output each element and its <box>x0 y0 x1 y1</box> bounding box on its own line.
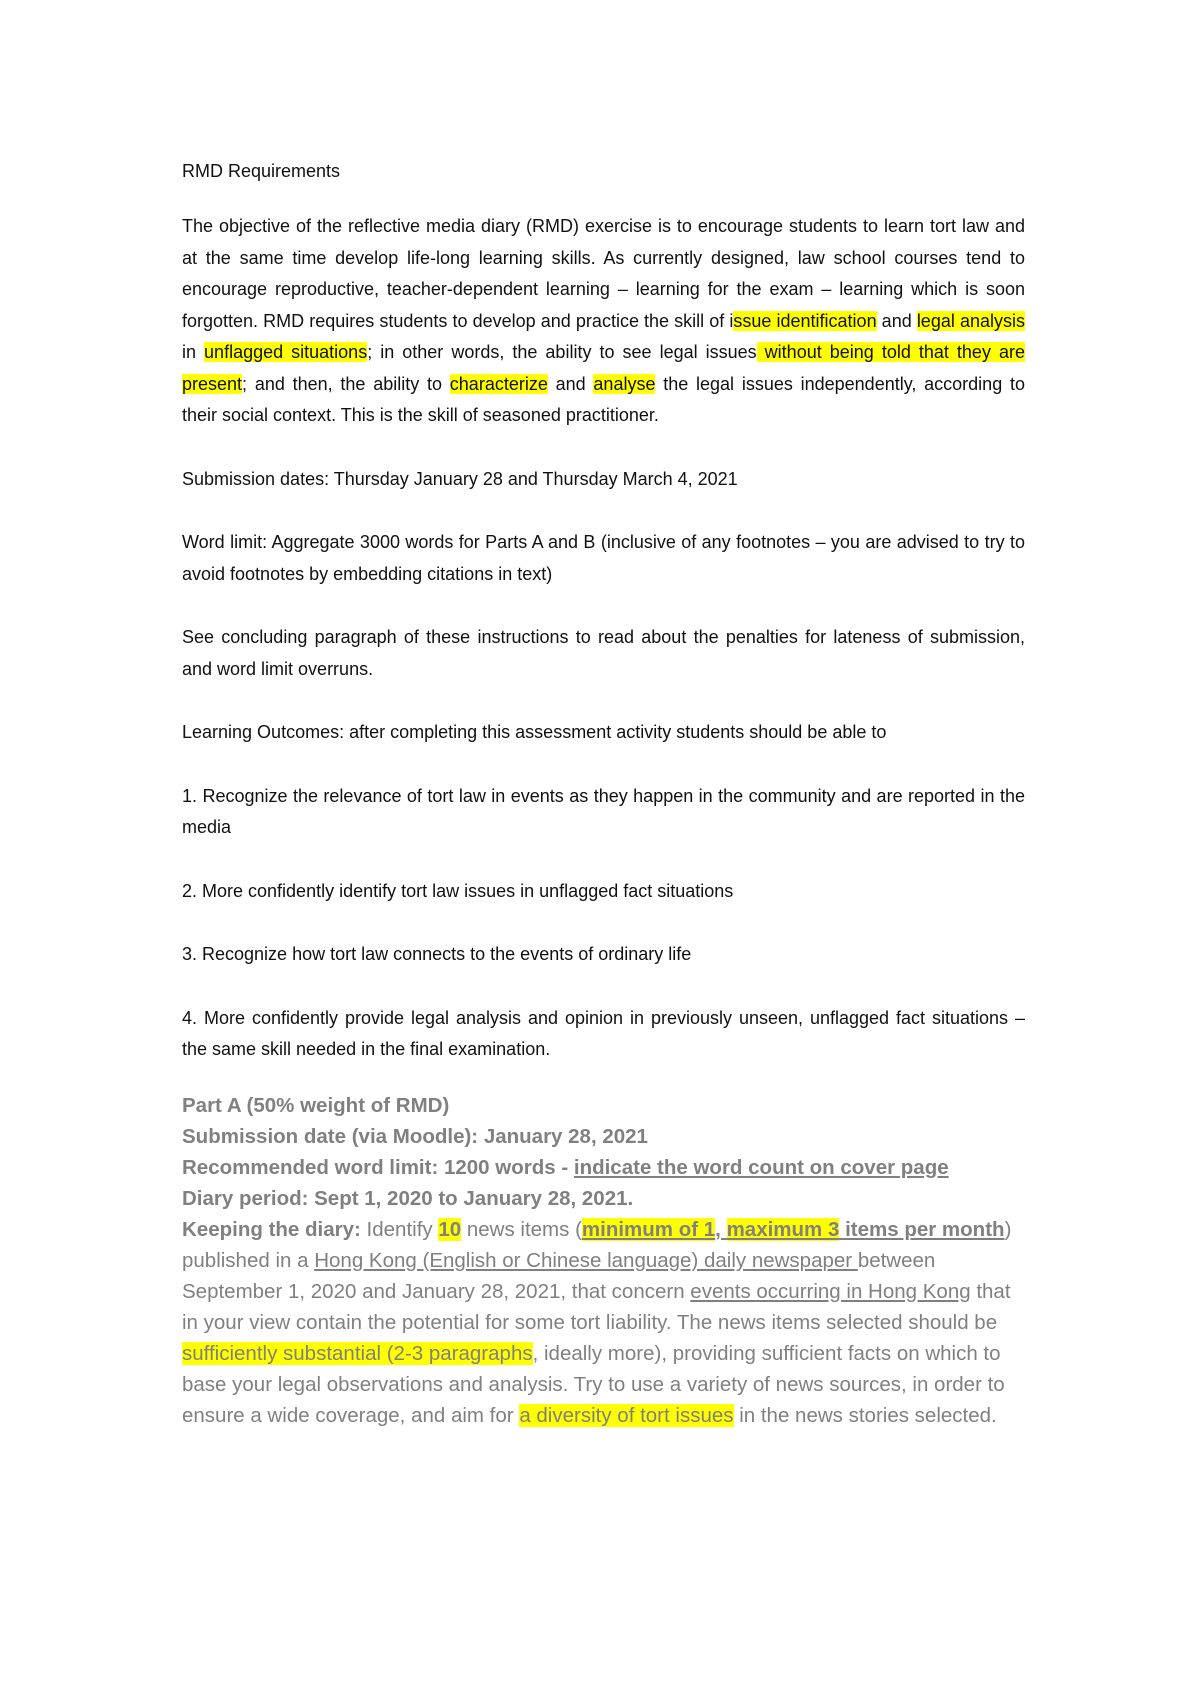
intro-text: The objective of the reflective media diary (RMD) exercise is to encourage students to learn tort law and at the same time develop life-long learning skills. As currently designed, law school courses tend to encourage reproductive, teacher-dependent learning – learning for the exam – learning which is soon forgotten. RMD requires students to develop and practice the skill of i <box>182 216 1025 331</box>
concluding-note: See concluding paragraph of these instructions to read about the penalties for lateness of submission, and word limit overruns. <box>182 627 1025 679</box>
part-a-diary-period: Diary period: Sept 1, 2020 to January 28, 2021. <box>182 1186 634 1210</box>
keeping-text: Identify <box>360 1217 439 1241</box>
highlight-minimum: minimum of 1 <box>581 1217 716 1241</box>
keeping-text: that in your view contain the potential for some tort liability. The news items selected should be <box>182 1279 1011 1334</box>
keeping-text: , <box>715 1217 727 1241</box>
underline-events: events occurring in Hong Kong <box>690 1279 971 1303</box>
part-a-word-limit <box>182 1152 1025 1183</box>
underline-newspaper: Hong Kong (English or Chinese language) daily newspaper <box>314 1248 858 1272</box>
highlight-legal-analysis: legal analysis <box>916 310 1025 331</box>
highlight-diversity: a diversity of tort issues <box>519 1403 734 1427</box>
word-limit-label: Recommended word limit: 1200 words - <box>182 1155 574 1179</box>
part-a-keeping-diary <box>182 1214 1025 1431</box>
keeping-diary-label: Keeping the diary: <box>182 1217 361 1241</box>
intro-text: the legal issues independently, according to their social context. This is the skill of seasoned practitioner. <box>182 373 1025 425</box>
highlight-maximum: maximum 3 <box>726 1217 840 1241</box>
keeping-text: items per month <box>839 1217 1005 1241</box>
outcome-item-2: 2. More confidently identify tort law issues in unflagged fact situations <box>182 880 734 901</box>
outcome-item-1: 1. Recognize the relevance of tort law in events as they happen in the community and are reported in the media <box>182 785 1025 837</box>
learning-outcomes-intro: Learning Outcomes: after completing this assessment activity students should be able to <box>182 722 887 742</box>
intro-text: ; and then, the ability to <box>242 373 450 394</box>
intro-text: and <box>547 373 594 394</box>
word-limit: Word limit: Aggregate 3000 words for Parts A and B (inclusive of any footnotes – you are advised to try to avoid footnotes by embedding citations in text) <box>182 532 1025 584</box>
highlight-without-being-told: without being told that they are present <box>182 342 1025 394</box>
highlight-unflagged-situations: unflagged situations <box>204 342 368 362</box>
keeping-text: in the news stories selected. <box>733 1403 997 1427</box>
outcome-item-4: 4. More confidently provide legal analysis and opinion in previously unseen, unflagged fact situations – the same skill needed in the final examination. <box>182 1007 1025 1059</box>
highlight-issue-identification: ssue identification <box>733 310 877 331</box>
part-a-submission-date: Submission date (via Moodle): January 28, 2021 <box>182 1124 648 1148</box>
document-title: RMD Requirements <box>182 161 341 181</box>
highlight-characterize: characterize <box>449 373 548 394</box>
highlight-analyse: analyse <box>593 373 656 394</box>
keeping-text: ) published in a <box>182 1217 1012 1272</box>
document-page <box>182 150 1025 1431</box>
part-a-heading: Part A (50% weight of RMD) <box>182 1093 450 1117</box>
intro-text: and <box>876 310 917 331</box>
keeping-text: between September 1, 2020 and January 28, 2021, that concern <box>182 1248 936 1303</box>
intro-text: in <box>182 342 205 362</box>
keeping-text: , ideally more), providing sufficient facts on which to base your legal observations and analysis. Try to use a variety of news sources, in order to ensure a wide coverage, and aim for <box>182 1341 1005 1427</box>
submission-dates: Submission dates: Thursday January 28 and Thursday March 4, 2021 <box>182 468 738 489</box>
word-count-note: indicate the word count on cover page <box>573 1155 949 1179</box>
highlight-substantial: sufficiently substantial (2-3 paragraphs <box>182 1341 533 1365</box>
part-a-section <box>182 1090 1025 1431</box>
intro-text: ; in other words, the ability to see legal issues <box>367 342 757 362</box>
outcome-item-3: 3. Recognize how tort law connects to the events of ordinary life <box>182 944 692 964</box>
keeping-text: news items ( <box>461 1217 582 1241</box>
highlight-ten: 10 <box>438 1217 462 1241</box>
intro-paragraph <box>182 211 1025 432</box>
